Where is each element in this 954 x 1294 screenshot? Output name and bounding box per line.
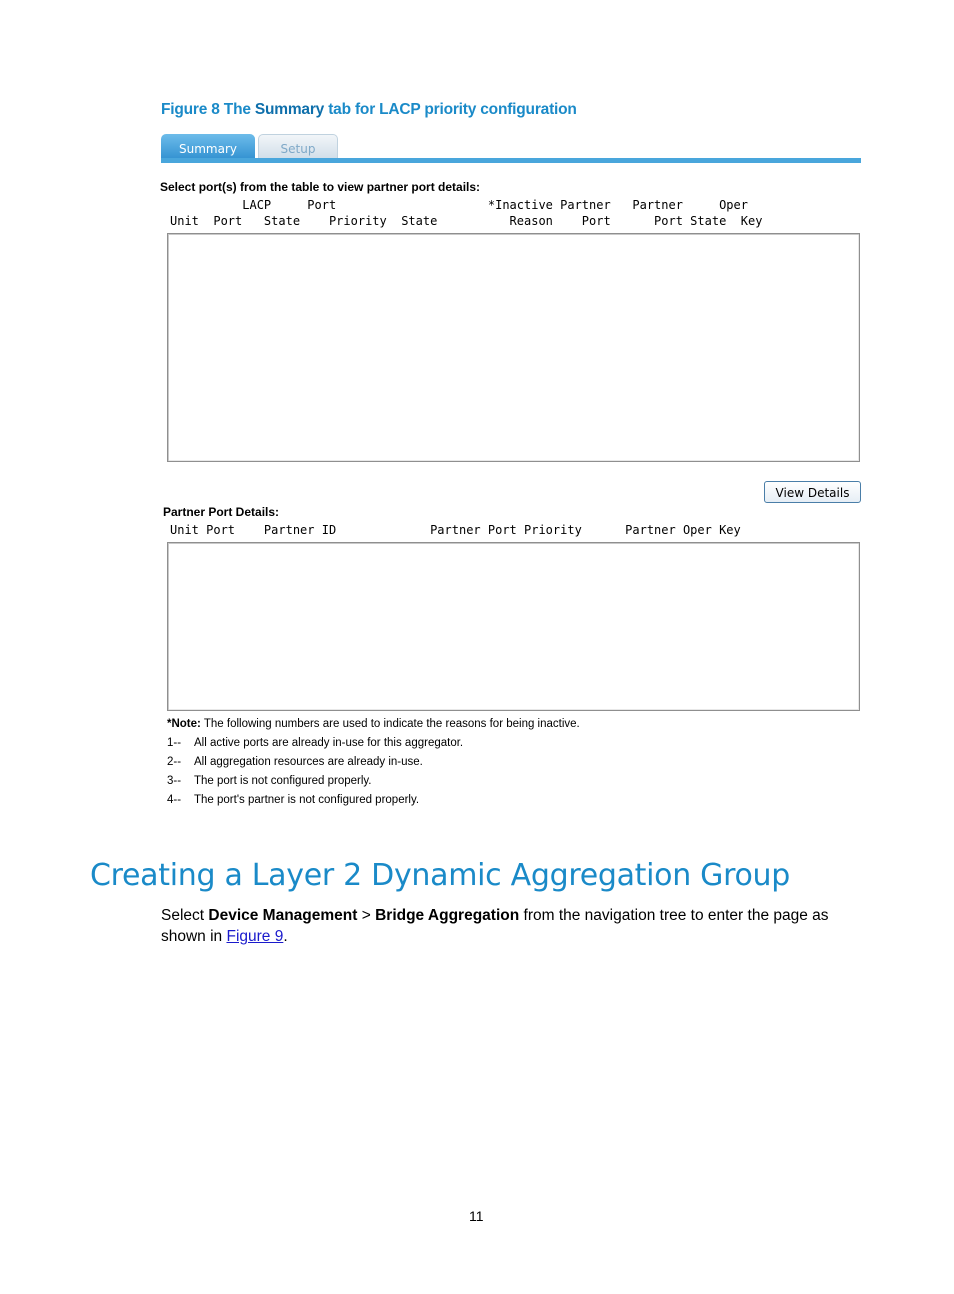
para-text: shown in [161,928,227,945]
paragraph-line1 [161,907,829,925]
para-bold-bridge-aggregation: Bridge Aggregation [375,907,520,924]
caption-bold: Summary [254,101,325,118]
note-number: 2-- [167,756,182,768]
para-text: from the navigation tree to enter the page as [519,907,829,924]
note-number: 3-- [167,775,182,787]
note-number: 4-- [167,794,182,806]
note-text: All aggregation resources are already in-use. [194,756,423,768]
para-text: Select [161,907,209,924]
tab-setup[interactable]: Setup [258,134,338,160]
note-title-text: The following numbers are used to indicate the reasons for being inactive. [200,718,580,730]
page-number: 11 [469,1208,484,1224]
partner-port-list[interactable] [167,542,860,711]
note-text: The port's partner is not configured properly. [194,794,420,806]
figure-9-link[interactable]: Figure 9 [226,928,284,945]
partner-header: Unit Port Partner ID Partner Port Priority Partner Oper Key [170,523,741,537]
note-title-bold: *Note: [167,718,201,730]
paragraph-line2 [161,928,288,946]
summary-port-list[interactable] [167,233,860,462]
section-heading: Creating a Layer 2 Dynamic Aggregation Group [90,858,791,893]
caption-suffix: tab for LACP priority configuration [324,101,577,118]
note-text: The port is not configured properly. [194,775,372,787]
caption-prefix: Figure 8 The [161,101,255,118]
summary-header-line2: Unit Port State Priority State Reason Port Port State Key [170,214,763,228]
view-details-button[interactable]: View Details [764,481,861,503]
para-bold-device-management: Device Management [208,907,358,924]
note-title [167,718,580,730]
note-text: All active ports are already in-use for this aggregator. [194,737,464,749]
tab-summary[interactable]: Summary [161,134,255,161]
summary-header-line1: LACP Port *Inactive Partner Partner Oper [170,198,748,212]
partner-details-label: Partner Port Details: [163,505,280,519]
note-number: 1-- [167,737,182,749]
summary-instruction: Select port(s) from the table to view partner port details: [160,180,481,194]
tab-underline [161,158,861,163]
para-text: > [357,907,376,924]
figure-caption [161,101,577,119]
para-text: . [283,928,288,945]
